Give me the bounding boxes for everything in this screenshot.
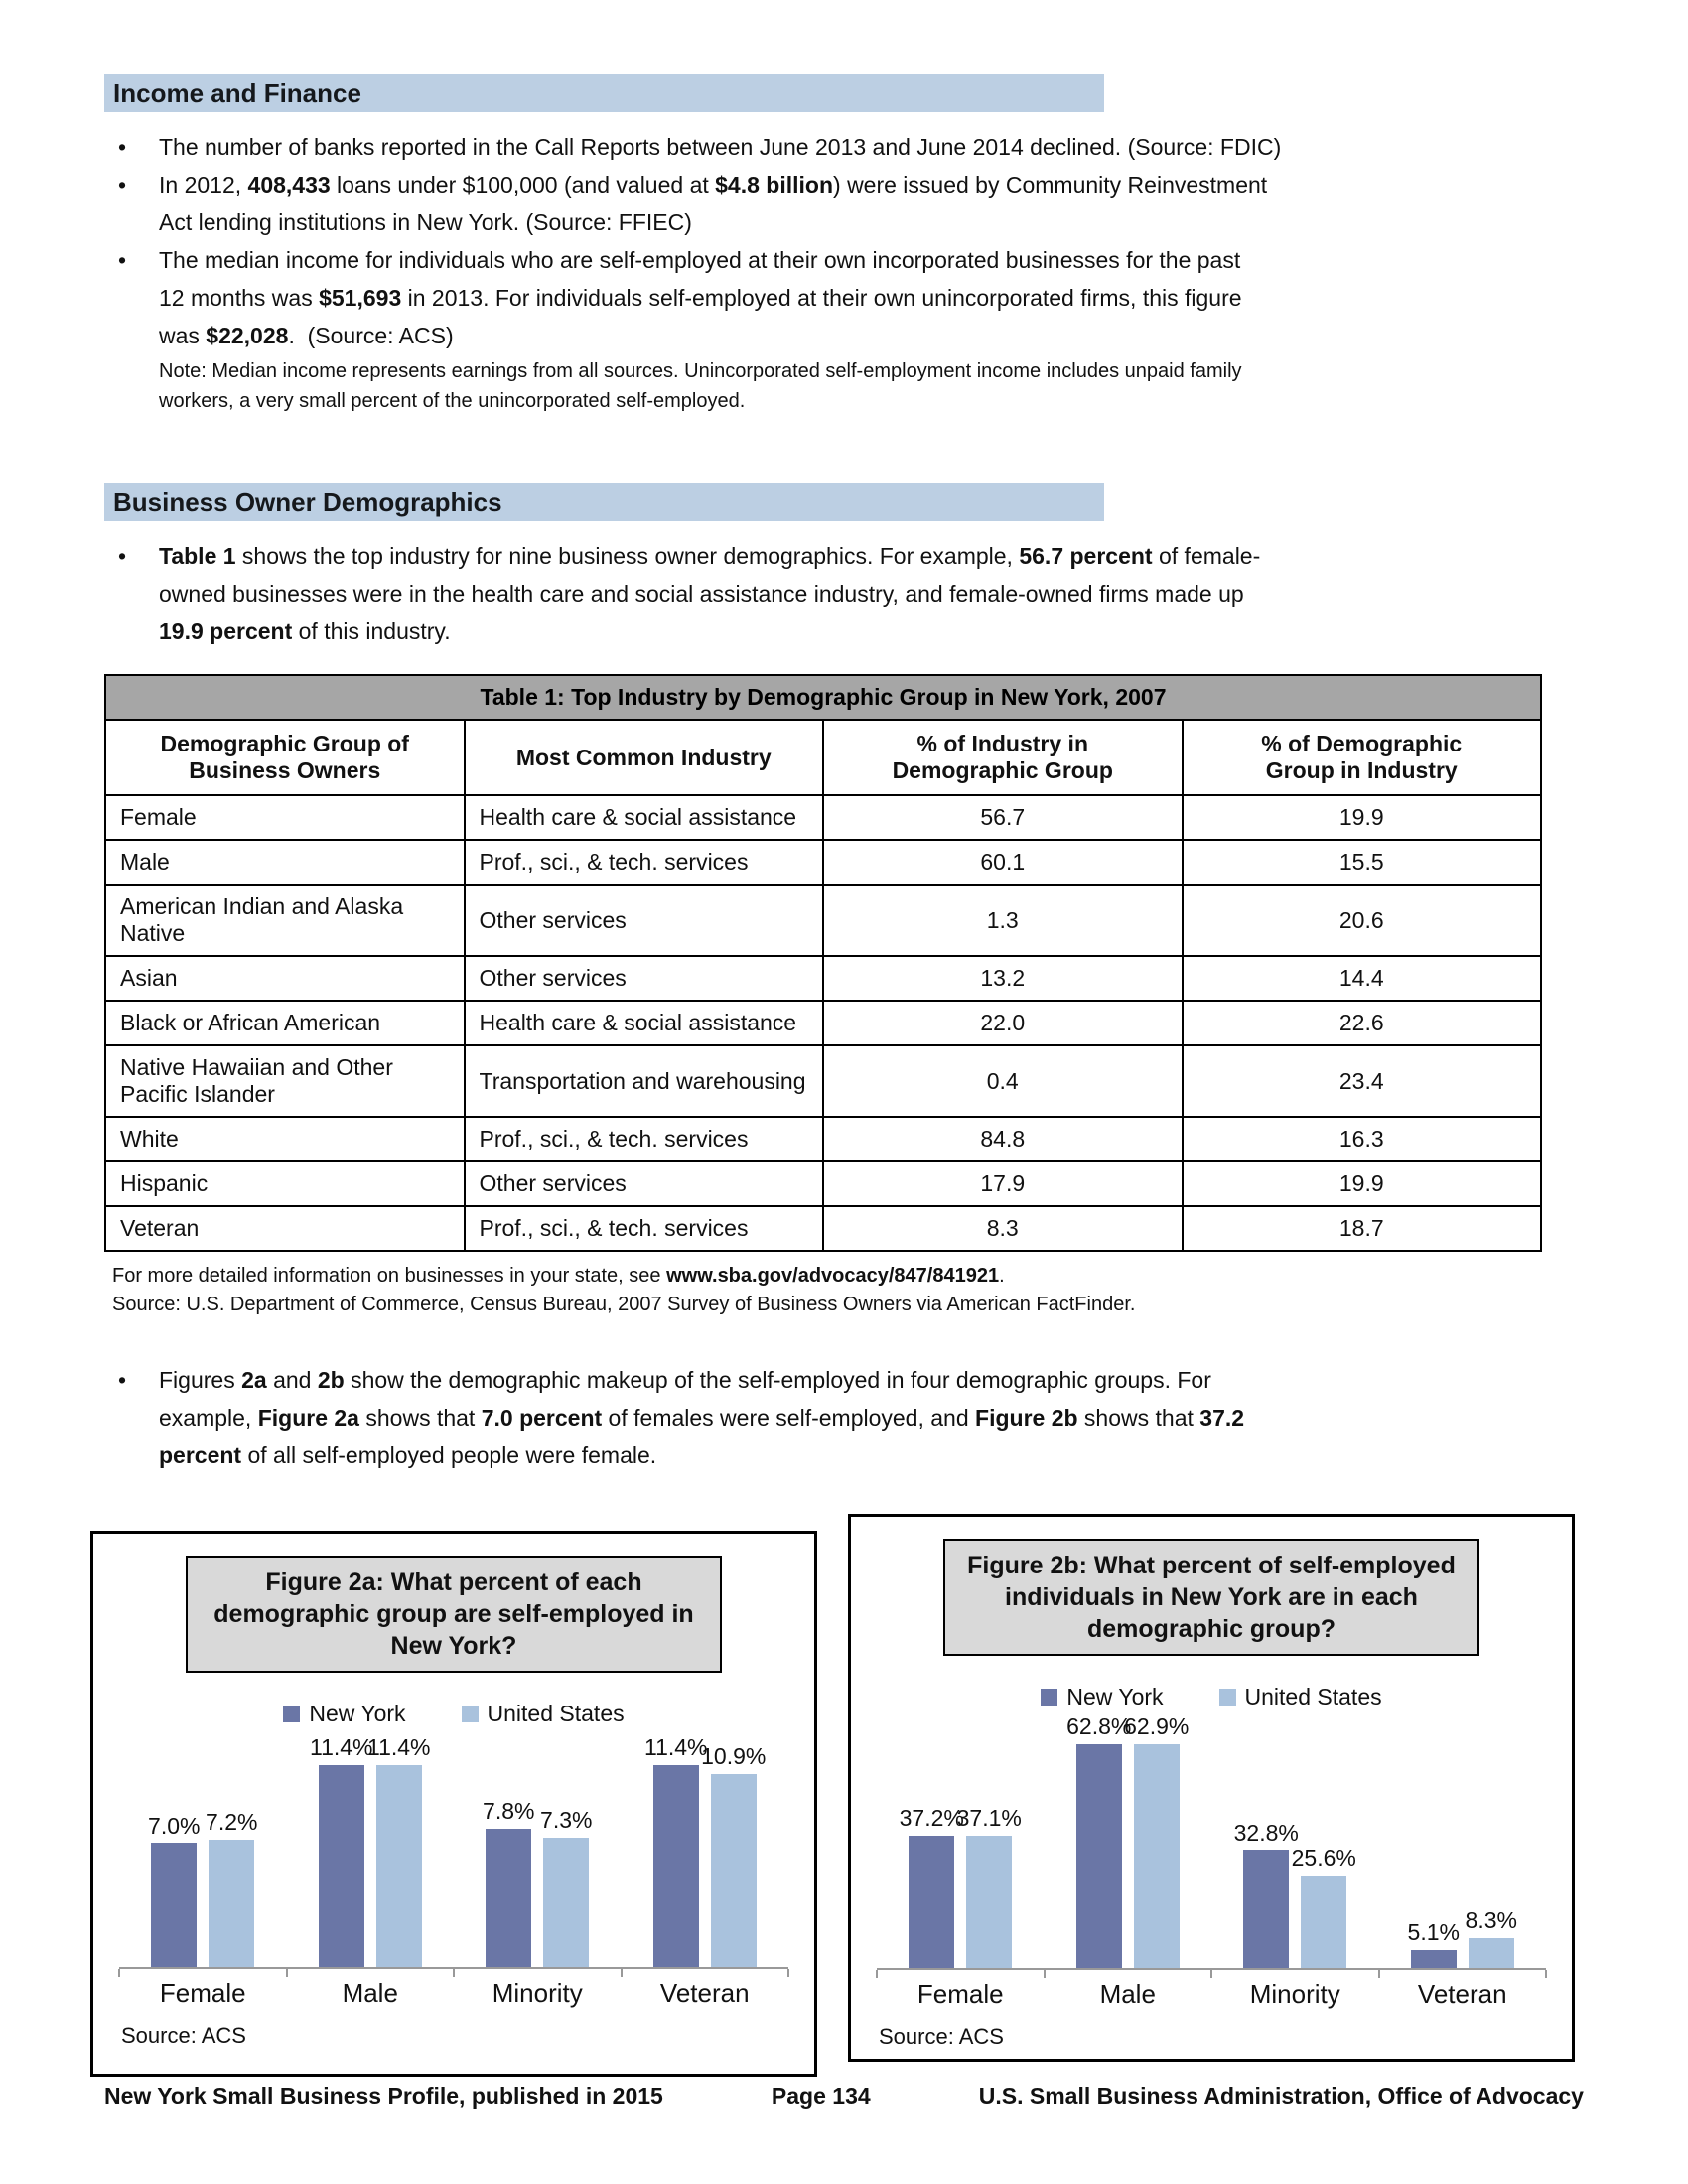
bullet-icon: • [118,247,127,273]
table-row [105,956,1541,1001]
bar-new-york [319,1765,364,1967]
table-cell: 18.7 [1183,1206,1542,1251]
bar-value-label: 7.2% [206,1809,258,1835]
bullet-icon: • [118,543,127,569]
median-income-note: Note: Median income represents earnings from all sources. Unincorporated self-employment income includes unpaid family workers, a very small percent of the unincorporated self-employed. [159,360,1242,412]
bullet-text: Figures 2a and 2b show the demographic makeup of the self-employed in four demographic groups. For example, Figure 2a shows that 7.0 percent of females were self-employed, and Figure 2b shows that 37.2 percent of all self-employed people were female. [159,1367,1245,1468]
table-cell: 14.4 [1183,956,1542,1001]
axis-tick [286,1969,288,1977]
bar-united-states [209,1840,254,1967]
bar-value-label: 25.6% [1291,1845,1356,1871]
table-cell: Other services [465,885,824,956]
bar-value-label: 7.3% [540,1807,593,1833]
bar-united-states [1134,1744,1180,1968]
table-cell: Transportation and warehousing [465,1045,824,1117]
figure-2b [848,1514,1575,2062]
table-cell: Black or African American [105,1001,465,1045]
bar-value-label: 11.4% [310,1734,373,1760]
table-cell: 22.0 [823,1001,1183,1045]
table-cell: 56.7 [823,795,1183,840]
footer-agency: U.S. Small Business Administration, Office of Advocacy [978,2083,1584,2109]
table-cell: 13.2 [823,956,1183,1001]
legend-item [283,1701,405,1727]
table-cell: Other services [465,956,824,1001]
table-cell: American Indian and Alaska Native [105,885,465,956]
table-cell: 15.5 [1183,840,1542,885]
category-label: Male [342,1979,398,2008]
table-cell: Male [105,840,465,885]
figures-intro-bullet [104,1361,1574,1474]
legend-item [1219,1684,1382,1710]
bullet-item [104,128,1574,166]
bar-group [622,1734,789,1967]
legend-label: New York [309,1700,406,1726]
axis-tick [1044,1970,1046,1978]
table-cell: 23.4 [1183,1045,1542,1117]
table-cell: 8.3 [823,1206,1183,1251]
table-row [105,1045,1541,1117]
bar-new-york [1411,1950,1457,1968]
legend-item [462,1701,625,1727]
category-label: Female [916,1979,1004,2009]
bar-value-label: 32.8% [1233,1820,1299,1845]
category-label: Veteran [1417,1979,1507,2009]
bullet-icon: • [118,172,127,198]
table-cell: 22.6 [1183,1001,1542,1045]
table-cell: Asian [105,956,465,1001]
bar-new-york [1076,1744,1122,1968]
axis-tick [1378,1970,1380,1978]
axis-tick [118,1969,120,1977]
bar-united-states [711,1774,757,1967]
bar-new-york [1243,1850,1289,1968]
axis-tick [787,1969,789,1977]
table-cell: Native Hawaiian and Other Pacific Islander [105,1045,465,1117]
income-bullets [104,128,1574,416]
table1-footnote: For more detailed information on businesses in your state, see www.sba.gov/advocacy/847/841921. [112,1265,1005,1287]
bar-new-york [653,1765,699,1967]
table-cell: 0.4 [823,1045,1183,1117]
table-row [105,1161,1541,1206]
table-cell: 17.9 [823,1161,1183,1206]
bullet-item [104,241,1574,416]
axis-tick [621,1969,623,1977]
bar-group [1045,1713,1212,1968]
table-cell: Veteran [105,1206,465,1251]
legend-swatch-icon [283,1706,300,1722]
table-cell: Hispanic [105,1161,465,1206]
table-cell: Female [105,795,465,840]
table-cell: Other services [465,1161,824,1206]
table-row [105,1117,1541,1161]
bar-value-label: 62.9% [1124,1713,1190,1739]
bar-group [454,1798,622,1967]
footer-publication: New York Small Business Profile, published in 2015 [104,2083,663,2109]
bar-value-label: 11.4% [367,1734,431,1760]
bullet-icon: • [118,134,127,160]
axis-tick [1210,1970,1212,1978]
legend [873,1682,1550,1711]
figure-2a-title: Figure 2a: What percent of each demographic group are self-employed in New York? [186,1556,722,1673]
bullet-text: Table 1 shows the top industry for nine business owner demographics. For example, 56.7 percent of female- owned businesses were in the health care and social assistance industry, and female-owned firms made up 19.9 percent of this industry. [159,543,1261,644]
page-footer [104,2083,1584,2110]
bar-value-label: 11.4% [644,1734,708,1760]
section-title: Business Owner Demographics [113,486,502,517]
plot-area [119,1728,788,1969]
bullet-text: The median income for individuals who are self-employed at their own incorporated businesses for the past 12 months was $51,693 in 2013. For individuals self-employed at their own unincorporated firms, this figure was $22,028. (Source: ACS) [159,247,1242,348]
col-header-pct-group: % of Demographic Group in Industry [1183,720,1542,795]
bar-group [1379,1907,1547,1968]
figure-2b-title: Figure 2b: What percent of self-employed individuals in New York are in each demographic group? [943,1539,1479,1656]
bar-united-states [966,1836,1012,1968]
bar-value-label: 10.9% [701,1743,767,1769]
bar-group [119,1809,287,1967]
bar-new-york [909,1836,954,1968]
footer-page-number: Page 134 [771,2083,871,2109]
bar-group [287,1734,455,1967]
table-row [105,1206,1541,1251]
figure-source: Source: ACS [879,2024,1004,2049]
section-title: Income and Finance [113,77,361,108]
table-row [105,795,1541,840]
category-label: Female [159,1979,246,2008]
bar-value-label: 62.8% [1066,1713,1132,1739]
plot-area [877,1711,1546,1970]
category-labels [877,1979,1546,2010]
table-row [105,840,1541,885]
bar-united-states [1469,1938,1514,1968]
section-header-demographics [104,483,1104,521]
table-cell: Prof., sci., & tech. services [465,1117,824,1161]
table1-source: Source: U.S. Department of Commerce, Census Bureau, 2007 Survey of Business Owners via American FactFinder. [112,1294,1136,1315]
category-labels [119,1979,788,2009]
table1-title: Table 1: Top Industry by Demographic Group in New York, 2007 [105,675,1541,720]
figure-2a [90,1531,817,2077]
bar-value-label: 7.0% [148,1813,201,1839]
table-cell: Prof., sci., & tech. services [465,840,824,885]
bullet-item [104,537,1574,650]
table1-footnotes [104,1262,1584,1319]
axis-tick [453,1969,455,1977]
bullet-text: The number of banks reported in the Call Reports between June 2013 and June 2014 declined. (Source: FDIC) [159,134,1282,160]
axis-tick [1545,1970,1547,1978]
table-cell: Prof., sci., & tech. services [465,1206,824,1251]
category-label: Veteran [659,1979,750,2008]
figure-source: Source: ACS [121,2023,246,2048]
col-header-most-common-industry: Most Common Industry [465,720,824,795]
table-cell: 19.9 [1183,1161,1542,1206]
bar-value-label: 37.2% [899,1805,964,1831]
legend-label: New York [1066,1683,1164,1709]
table1-header-row [105,720,1541,795]
bar-value-label: 5.1% [1407,1919,1460,1945]
table1-title-row [105,675,1541,720]
table-row [105,1001,1541,1045]
bullet-item [104,1361,1574,1474]
table-cell: 1.3 [823,885,1183,956]
bar-group [1211,1820,1379,1968]
category-label: Male [1099,1979,1156,2009]
legend-swatch-icon [1041,1689,1057,1706]
table-cell: 84.8 [823,1117,1183,1161]
table-intro-bullet [104,537,1574,650]
table-cell: 20.6 [1183,885,1542,956]
table-cell: 16.3 [1183,1117,1542,1161]
bullet-item [104,166,1574,241]
bar-new-york [486,1829,531,1967]
bar-united-states [376,1765,422,1967]
bar-united-states [543,1838,589,1967]
table-cell: 60.1 [823,840,1183,885]
bar-new-york [151,1843,197,1967]
table-row [105,885,1541,956]
bullet-icon: • [118,1367,127,1393]
bar-value-label: 37.1% [956,1805,1022,1831]
category-label: Minority [1249,1979,1340,2009]
bar-value-label: 7.8% [483,1798,535,1824]
category-label: Minority [492,1979,583,2008]
figures-row [90,1514,1584,2077]
legend-label: United States [1244,1683,1382,1709]
axis-tick [876,1970,878,1978]
bar-value-label: 8.3% [1465,1907,1517,1933]
legend-label: United States [487,1700,625,1726]
table-cell: White [105,1117,465,1161]
bar-group [877,1805,1045,1968]
table-cell: Health care & social assistance [465,795,824,840]
table-cell: Health care & social assistance [465,1001,824,1045]
table-cell: 19.9 [1183,795,1542,840]
col-header-pct-industry: % of Industry in Demographic Group [823,720,1183,795]
section-header-income [104,74,1104,112]
table1 [104,674,1542,1252]
bar-united-states [1301,1876,1346,1968]
bullet-text: In 2012, 408,433 loans under $100,000 (and valued at $4.8 billion) were issued by Community Reinvestment Act lending institutions in New York. (Source: FFIEC) [159,172,1268,235]
legend-swatch-icon [1219,1689,1236,1706]
col-header-demographic-group: Demographic Group of Business Owners [105,720,465,795]
legend-swatch-icon [462,1706,479,1722]
legend [115,1699,792,1728]
legend-item [1041,1684,1163,1710]
